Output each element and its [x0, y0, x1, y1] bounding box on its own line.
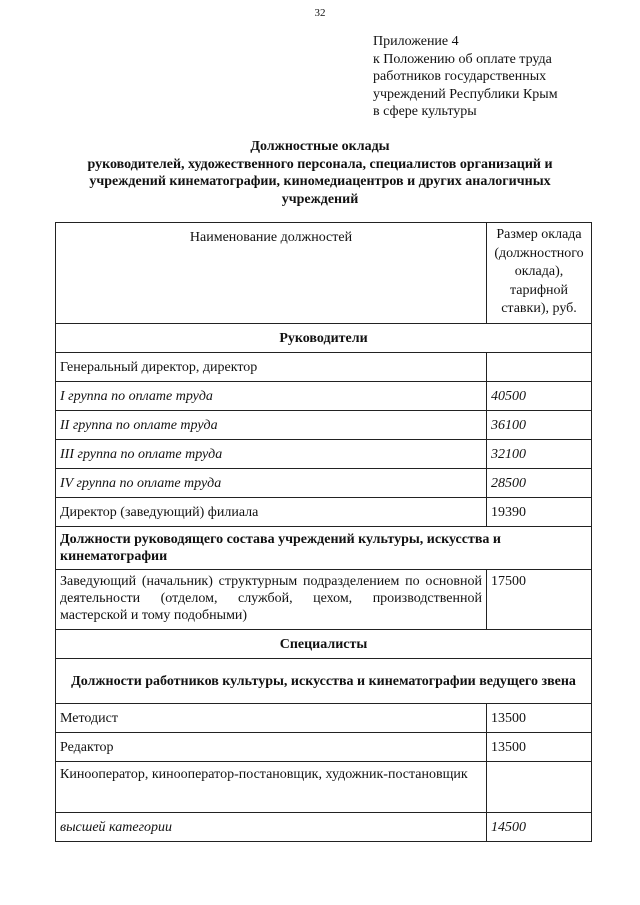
position-name: Кинооператор, кинооператор-постановщик, художник-постановщик [56, 762, 487, 813]
position-name: III группа по оплате труда [56, 440, 487, 469]
table-row [56, 411, 592, 440]
appendix-line: учреждений Республики Крым [373, 86, 558, 102]
appendix-line: в сфере культуры [373, 104, 477, 119]
document-title [50, 138, 590, 208]
position-name: Генеральный директор, директор [56, 353, 487, 382]
table-row [56, 570, 592, 630]
header-position-name: Наименование должностей [56, 223, 487, 324]
title-line: руководителей, художественного персонала, специалистов организаций и [87, 156, 553, 172]
page-number: 32 [314, 7, 326, 19]
position-name: высшей категории [56, 813, 487, 842]
position-name: I группа по оплате труда [56, 382, 487, 411]
section-row [56, 324, 592, 353]
table-row [56, 382, 592, 411]
salary-value: 36100 [487, 411, 592, 440]
title-line: учреждений кинематографии, киномедиацентров и других аналогичных [89, 174, 551, 189]
table-row [56, 469, 592, 498]
section-row [56, 630, 592, 659]
salary-value: 13500 [487, 704, 592, 733]
position-name: Заведующий (начальник) структурным подразделением по основной деятельности (отделом, службой, цехом, производственной мастерской и тому подобными) [56, 570, 487, 630]
salary-value: 17500 [487, 570, 592, 630]
header-salary-line: оклада), [514, 264, 564, 279]
position-name: Методист [56, 704, 487, 733]
salary-value: 14500 [487, 813, 592, 842]
section-specialists: Специалисты [56, 630, 592, 659]
salary-value: 13500 [487, 733, 592, 762]
header-salary-line: тарифной [509, 282, 569, 298]
position-name: Редактор [56, 733, 487, 762]
table-row [56, 704, 592, 733]
appendix-line: к Положению об оплате труда [373, 51, 552, 67]
appendix-line: работников государственных [373, 69, 547, 84]
table-row [56, 498, 592, 527]
section-row [56, 659, 592, 704]
table-row [56, 353, 592, 382]
header-salary-line: (должностного [494, 245, 584, 261]
header-salary-size [487, 223, 592, 324]
section-managers: Руководители [56, 324, 592, 353]
position-name: IV группа по оплате труда [56, 469, 487, 498]
header-salary-line: ставки), руб. [501, 301, 577, 316]
table-row [56, 813, 592, 842]
salary-value: 19390 [487, 498, 592, 527]
title-line: учреждений [281, 191, 359, 207]
salary-value [487, 353, 592, 382]
header-salary-line: Размер оклада [496, 227, 582, 242]
section-leading-level: Должности работников культуры, искусства и кинематографии ведущего звена [56, 659, 592, 704]
section-row [56, 527, 592, 570]
salary-value: 28500 [487, 469, 592, 498]
position-name: II группа по оплате труда [56, 411, 487, 440]
appendix-line: Приложение 4 [373, 34, 459, 49]
table-header-row [56, 223, 592, 324]
appendix-note [373, 33, 558, 121]
table-row [56, 762, 592, 813]
table-row [56, 440, 592, 469]
section-leading-staff: Должности руководящего состава учреждений культуры, искусства и кинематографии [56, 527, 592, 570]
salary-value [487, 762, 592, 813]
position-name: Директор (заведующий) филиала [56, 498, 487, 527]
table-row [56, 733, 592, 762]
salary-value: 40500 [487, 382, 592, 411]
salary-table [55, 222, 592, 842]
title-line: Должностные оклады [250, 139, 390, 154]
salary-value: 32100 [487, 440, 592, 469]
